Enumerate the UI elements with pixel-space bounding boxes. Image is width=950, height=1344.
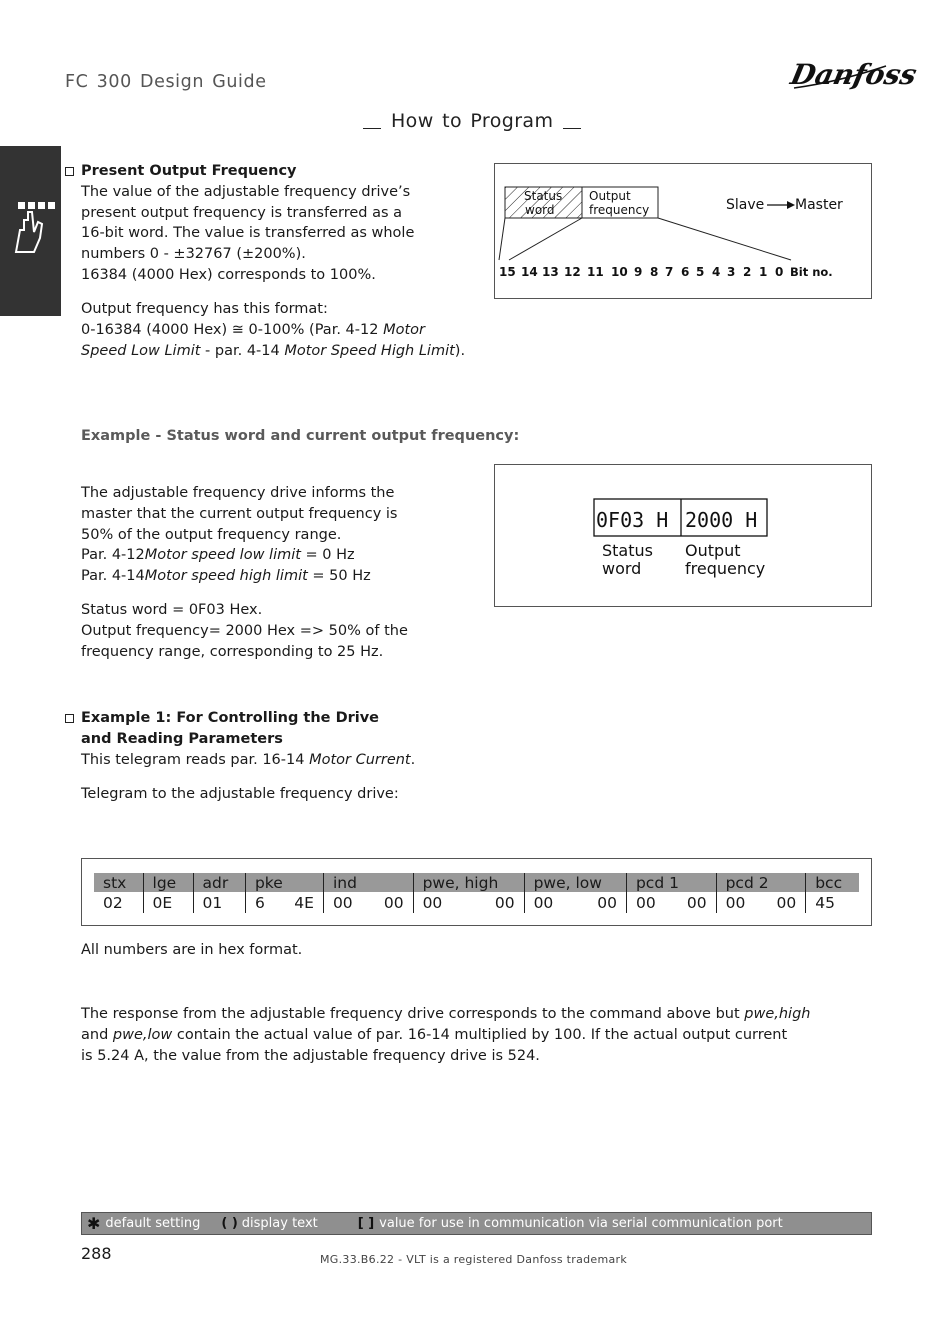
bit-number: 9 (634, 265, 643, 279)
output-format-block (81, 299, 465, 361)
example1-heading: and Reading Parameters (81, 730, 283, 747)
cell-value: 00 (597, 893, 617, 912)
bit-number: 0 (775, 265, 784, 279)
response-block (81, 1004, 810, 1066)
bit-number-row (499, 265, 783, 279)
cell-value: 02 (103, 893, 123, 912)
example-line: master that the current output frequency is (81, 505, 398, 522)
value-diagram-box (494, 464, 872, 607)
table-cell (193, 892, 245, 913)
arrow-right-icon (787, 201, 795, 209)
danfoss-logo (787, 52, 920, 94)
telegram-header-row (94, 873, 859, 892)
hand-pointer-icon (12, 200, 58, 256)
status-line: Output frequency= 2000 Hex => 50% of the (81, 622, 408, 639)
status-word-label: Status (524, 189, 563, 203)
bit-number: 4 (712, 265, 721, 279)
cell-value: 00 (533, 893, 554, 912)
expand-line-mid (509, 218, 582, 260)
status-caption: Status (602, 541, 653, 560)
cell-value: 6 (254, 893, 265, 912)
present-output-block (81, 161, 414, 286)
page-number: 288 (81, 1244, 112, 1263)
bullet-box (65, 167, 74, 176)
svg-text:Danfoss: Danfoss (787, 57, 920, 91)
cell-value: 00 (776, 893, 797, 912)
bit-number: 5 (696, 265, 705, 279)
expand-line-right (658, 218, 791, 260)
cell-value: 00 (725, 893, 746, 912)
table-cell (245, 892, 323, 913)
section-title-text: How to Program (391, 110, 554, 132)
bit-number: 8 (650, 265, 659, 279)
star-icon: ✱ (87, 1214, 101, 1233)
example-status-heading: Example - Status word and current output frequency: (81, 428, 520, 444)
table-cell (806, 892, 859, 913)
column-header: lge (143, 873, 193, 892)
status-line: Status word = 0F03 Hex. (81, 602, 263, 618)
status-caption: word (602, 559, 642, 578)
table-cell (626, 892, 716, 913)
output-hex-value: 2000 H (685, 508, 758, 532)
bit-no-label: Bit no. (790, 265, 833, 279)
bit-number: 11 (587, 265, 604, 279)
bit-number: 1 (759, 265, 768, 279)
legend-bracket-key: [ ] (357, 1216, 375, 1231)
column-header: pcd 2 (716, 873, 806, 892)
table-cell (413, 892, 524, 913)
column-header: stx (94, 873, 143, 892)
column-header: pke (245, 873, 323, 892)
cell-value: 0E (152, 893, 173, 912)
column-header: pcd 1 (626, 873, 716, 892)
legend-value-text: value for use in communication via serial communication port (379, 1216, 783, 1231)
document-title: FC 300 Design Guide (65, 72, 267, 92)
column-header: pwe, high (413, 873, 524, 892)
telegram-to-label: Telegram to the adjustable frequency drive: (81, 786, 399, 802)
table-cell (323, 892, 413, 913)
bit-number: 6 (681, 265, 690, 279)
table-cell (524, 892, 626, 913)
example-line: The adjustable frequency drive informs the (81, 485, 395, 501)
response-line: and pwe,low contain the actual value of par. 16-14 multiplied by 100. If the actual output current (81, 1026, 788, 1043)
legend-paren-key: ( ) (221, 1216, 238, 1231)
cell-value: 00 (332, 893, 353, 912)
output-caption: Output (685, 541, 741, 560)
status-word-label: word (525, 203, 555, 217)
bit-diagram-box (494, 163, 872, 299)
present-output-line: 16-bit word. The value is transferred as whole (81, 225, 415, 242)
present-output-heading: Present Output Frequency (81, 163, 297, 179)
column-header: bcc (806, 873, 859, 892)
bit-number: 10 (611, 265, 628, 279)
table-cell (143, 892, 193, 913)
cell-value: 00 (383, 893, 404, 912)
format-line: 0-16384 (4000 Hex) ≅ 0-100% (Par. 4-12 Motor (81, 321, 425, 338)
bit-diagram (495, 164, 871, 298)
example-status-block (81, 483, 397, 587)
legend-display-text: display text (241, 1216, 318, 1231)
bit-number: 12 (564, 265, 581, 279)
status-line: frequency range, corresponding to 25 Hz. (81, 643, 384, 660)
response-line: The response from the adjustable frequency drive corresponds to the command above but pwe,high (81, 1006, 811, 1022)
bit-number: 2 (743, 265, 752, 279)
column-header: ind (323, 873, 413, 892)
cell-value: 00 (686, 893, 707, 912)
output-caption: frequency (685, 559, 766, 578)
table-cell (716, 892, 806, 913)
title-dash-right (563, 128, 581, 129)
present-output-line: numbers 0 - ±32767 (±200%). (81, 246, 306, 263)
cell-value: 4E (294, 893, 314, 912)
bit-number: 3 (727, 265, 736, 279)
present-output-line: present output frequency is transferred as a (81, 204, 403, 221)
table-row (94, 892, 859, 913)
bit-number: 14 (521, 265, 538, 279)
present-output-line: 16384 (4000 Hex) corresponds to 100%. (81, 266, 376, 283)
cell-value: 00 (422, 893, 443, 912)
present-output-line: The value of the adjustable frequency drive’s (81, 183, 411, 200)
master-label: Master (795, 197, 843, 213)
example-par-line: Par. 4-12Motor speed low limit = 0 Hz (81, 547, 355, 564)
example-line: 50% of the output frequency range. (81, 526, 342, 543)
telegram-table (94, 873, 859, 913)
chapter-tab (0, 146, 61, 316)
telegram-table-box (81, 858, 872, 926)
output-frequency-label: Output (589, 189, 631, 203)
cell-value: 01 (202, 893, 223, 912)
bit-number: 7 (665, 265, 674, 279)
bit-number: 13 (542, 265, 559, 279)
table-cell (94, 892, 143, 913)
output-frequency-label: frequency (589, 203, 650, 217)
format-line: Speed Low Limit - par. 4-14 Motor Speed High Limit). (81, 342, 466, 359)
example-par-line: Par. 4-14Motor speed high limit = 50 Hz (81, 568, 371, 585)
title-dash-left (363, 128, 381, 129)
status-values-block (81, 600, 408, 662)
status-hex-value: 0F03 H (596, 508, 669, 532)
response-line: is 5.24 A, the value from the adjustable frequency drive is 524. (81, 1047, 540, 1064)
format-line: Output frequency has this format: (81, 301, 328, 317)
column-header: pwe, low (524, 873, 626, 892)
trademark-note: MG.33.B6.22 - VLT is a registered Danfoss trademark (320, 1253, 628, 1266)
example1-reads: This telegram reads par. 16-14 Motor Current. (81, 751, 416, 768)
bit-number: 15 (499, 265, 516, 279)
column-header: adr (193, 873, 245, 892)
legend-bar (81, 1212, 872, 1235)
expand-line-left (499, 218, 505, 260)
slave-label: Slave (726, 197, 765, 213)
section-title (363, 110, 581, 132)
value-diagram (495, 465, 871, 606)
cell-value: 00 (494, 893, 515, 912)
cell-value: 45 (815, 893, 835, 912)
legend-default-setting: default setting (105, 1216, 201, 1231)
example1-heading: Example 1: For Controlling the Drive (81, 710, 380, 726)
cell-value: 00 (635, 893, 656, 912)
example1-block (81, 708, 415, 770)
hex-note: All numbers are in hex format. (81, 942, 303, 958)
bullet-box (65, 714, 74, 723)
